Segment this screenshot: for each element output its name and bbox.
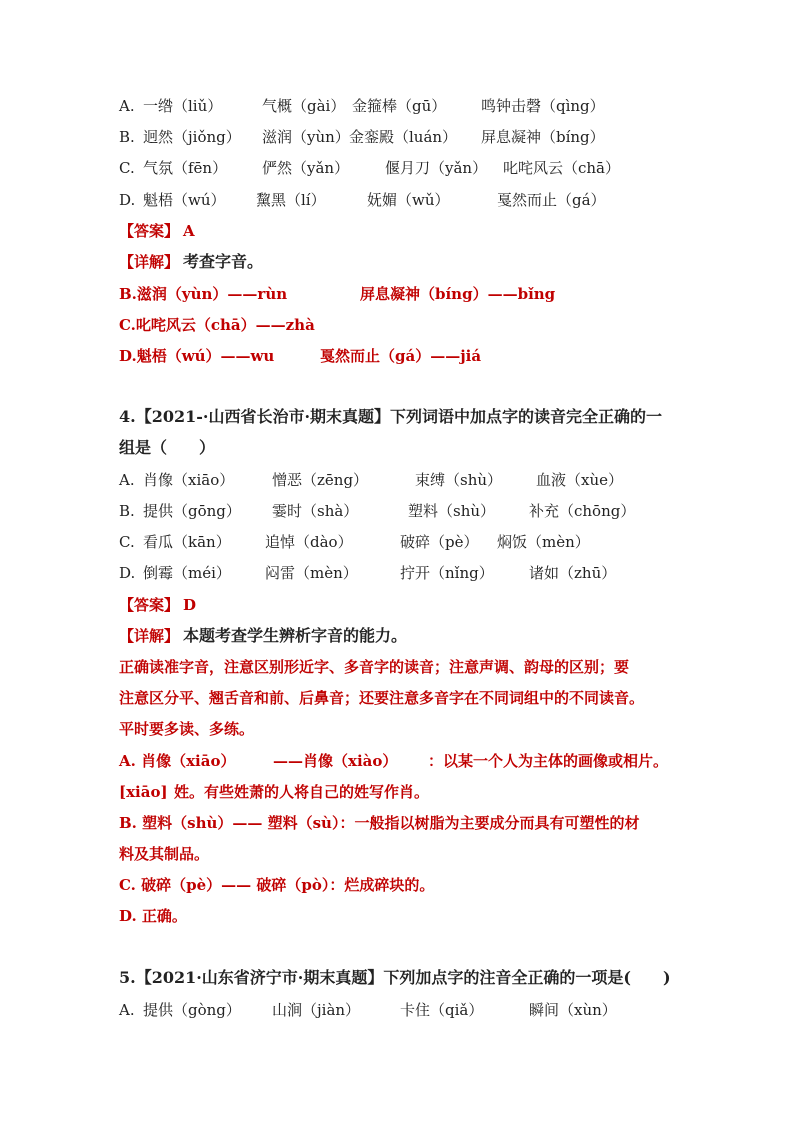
option-item: 气氛（fēn） <box>143 159 228 177</box>
explain-text: 平时要多读、多练。 <box>119 720 255 738</box>
option-item: 提供（gòng） <box>143 1001 241 1019</box>
option-label: B. <box>119 502 135 520</box>
question-4-line1: 4.【2021-·山西省长治市·期末真题】下列词语中加点字的读音完全正确的一 <box>119 407 663 426</box>
option-item: 看瓜（kān） <box>143 533 231 551</box>
detail-tag: 【详解】 <box>119 627 180 645</box>
option-item: 塑料（shù） <box>408 502 496 520</box>
correction-b: 屏息凝神（bíng）——bǐng <box>360 285 556 303</box>
option-item: 焖饭（mèn） <box>497 533 590 551</box>
option-item: 叱咤风云（chā） <box>503 159 621 177</box>
option-label: A. <box>119 471 135 489</box>
detail-tag: 【详解】 <box>119 253 180 271</box>
option-row <box>0 470 794 490</box>
question-4-line2: 组是（ ） <box>119 438 216 457</box>
option-item: 一绺（liǔ） <box>143 97 223 115</box>
option-item: 戛然而止（gá） <box>497 191 606 209</box>
option-item: 追悼（dào） <box>265 533 353 551</box>
option-item: 肖像（xiāo） <box>143 471 235 489</box>
correction-a: C.叱咤风云（chā）——zhà <box>119 316 315 334</box>
explain-b-text: 料及其制品。 <box>119 845 210 863</box>
option-row <box>0 1000 794 1020</box>
explain-a-pinyin: [xiāo] <box>119 783 168 801</box>
explain-d-text: D. 正确。 <box>119 907 187 925</box>
correction-a: D.魁梧（wú）——wu <box>119 347 275 365</box>
option-item: 闷雷（mèn） <box>265 564 358 582</box>
option-item: 俨然（yǎn） <box>262 159 350 177</box>
option-label: C. <box>119 159 135 177</box>
explain-a-text: 姓。有些姓萧的人将自己的姓写作肖。 <box>174 783 430 801</box>
explain-text: 注意区分平、翘舌音和前、后鼻音；还要注意多音字在不同词组中的不同读音。 <box>119 689 645 707</box>
explain-b-text: B. 塑料（shù）—— 塑料（sù）：一般指以树脂为主要成分而具有可塑性的材 <box>119 814 640 832</box>
answer-value: A <box>183 222 195 240</box>
option-item: 补充（chōng） <box>529 502 636 520</box>
option-item: 束缚（shù） <box>415 471 503 489</box>
option-row <box>0 127 794 147</box>
correction-a: B.滋润（yùn）——rùn <box>119 285 288 303</box>
option-item: 破碎（pè） <box>400 533 479 551</box>
option-item: 黧黑（lí） <box>256 191 326 209</box>
option-item: 瞬间（xùn） <box>529 1001 617 1019</box>
option-item: 妩媚（wǔ） <box>367 191 450 209</box>
option-item: 气概（gài） <box>262 97 346 115</box>
answer-value: D <box>183 596 197 614</box>
option-item: 魁梧（wú） <box>143 191 226 209</box>
option-item: 屏息凝神（bíng） <box>481 128 605 146</box>
option-item: 憎恶（zēng） <box>272 471 369 489</box>
option-label: A. <box>119 1001 135 1019</box>
correction-b: 戛然而止（gá）——jiá <box>320 347 482 365</box>
option-item: 霎时（shà） <box>272 502 359 520</box>
option-item: 偃月刀（yǎn） <box>385 159 488 177</box>
explain-text: 正确读准字音，注意区别形近字、多音字的读音；注意声调、韵母的区别；要 <box>119 658 630 676</box>
option-row <box>0 190 794 210</box>
option-label: B. <box>119 128 135 146</box>
option-label: C. <box>119 533 135 551</box>
detail-text: 本题考查学生辨析字音的能力。 <box>183 626 408 645</box>
option-item: 滋润（yùn） <box>262 128 350 146</box>
option-item: 诸如（zhū） <box>529 564 617 582</box>
option-item: 提供（gōng） <box>143 502 241 520</box>
option-item: 鸣钟击磬（qìng） <box>481 97 605 115</box>
explain-a-part1: A. 肖像（xiāo） <box>119 752 236 770</box>
option-row <box>0 563 794 583</box>
option-item: 倒霉（méi） <box>143 564 231 582</box>
option-label: D. <box>119 191 136 209</box>
option-item: 血液（xùe） <box>536 471 623 489</box>
answer-tag: 【答案】 <box>119 222 180 240</box>
option-item: 金箍棒（gū） <box>352 97 447 115</box>
explain-a-part3: ：以某一个人为主体的画像或相片。 <box>428 752 669 770</box>
explain-c-text: C. 破碎（pè）—— 破碎（pò）：烂成碎块的。 <box>119 876 435 894</box>
answer-tag: 【答案】 <box>119 596 180 614</box>
option-item: 卡住（qiǎ） <box>400 1001 484 1019</box>
option-label: A. <box>119 97 135 115</box>
option-row <box>0 532 794 552</box>
option-item: 迥然（jiǒng） <box>143 128 241 146</box>
question-5-line1: 5.【2021·山东省济宁市·期末真题】下列加点字的注音全正确的一项是( ) <box>119 968 671 987</box>
option-row <box>0 158 794 178</box>
option-label: D. <box>119 564 136 582</box>
detail-text: 考查字音。 <box>183 252 264 271</box>
option-item: 山涧（jiàn） <box>272 1001 361 1019</box>
option-item: 拧开（nǐng） <box>400 564 494 582</box>
option-row <box>0 96 794 116</box>
option-row <box>0 501 794 521</box>
option-item: 金銮殿（luán） <box>349 128 458 146</box>
explain-a-part2: ——肖像（xiào） <box>273 752 398 770</box>
